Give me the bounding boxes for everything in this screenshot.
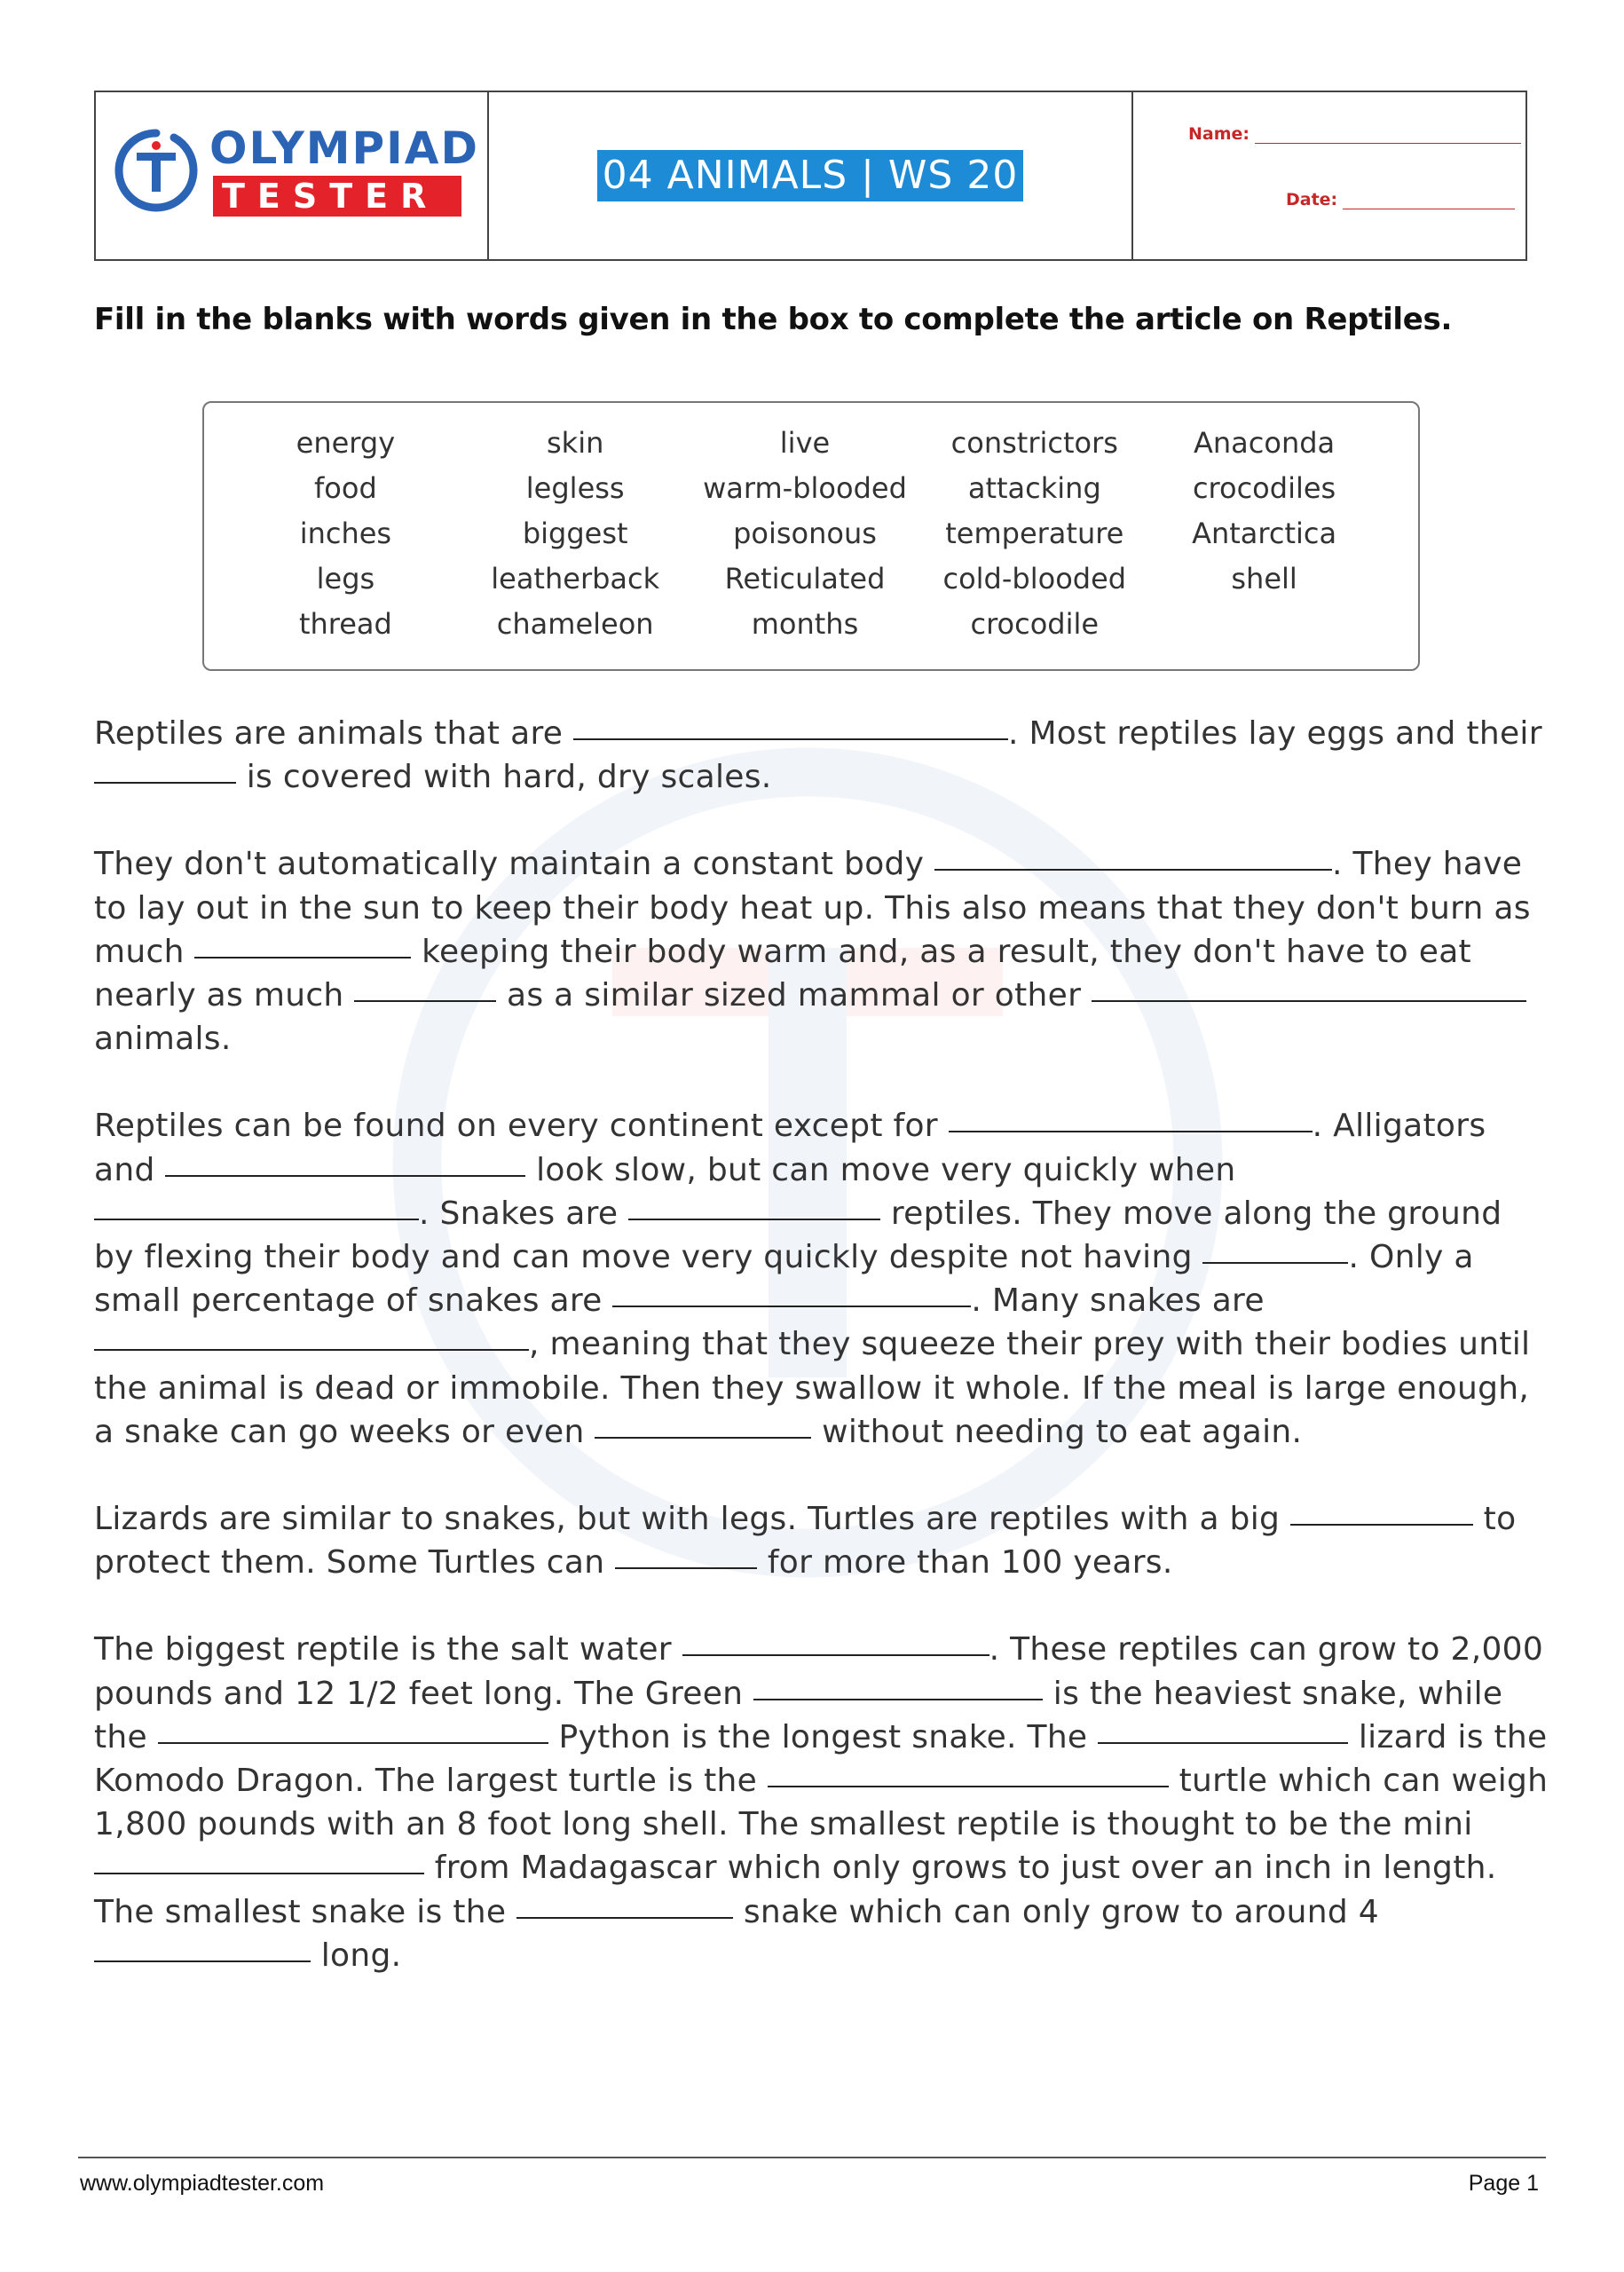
logo-wordmark-bottom: TESTER [213, 176, 461, 217]
passage-text: turtle which can weigh 1,800 pounds with an 8 foot long shell. The smallest reptile is thought to be the mini [94, 1763, 1549, 1843]
passage-text: Python is the longest snake. The [548, 1718, 1099, 1755]
logo-wordmark-top: OLYMPIAD [209, 122, 479, 174]
footer-website: www.olympiadtester.com [80, 2171, 325, 2196]
passage-text: long. [311, 1937, 402, 1974]
word-bank-word: chameleon [496, 607, 654, 641]
paragraph-reptiles-intro [94, 712, 1549, 799]
name-label: Name: [1188, 124, 1250, 144]
answer-blank[interactable] [1290, 1523, 1473, 1526]
word-bank-word: Anaconda [1194, 426, 1336, 460]
word-bank-word [1149, 607, 1379, 652]
paragraph-habitat-snakes [94, 1104, 1549, 1454]
word-bank-word: poisonous [733, 517, 877, 550]
answer-blank[interactable] [1092, 999, 1526, 1002]
name-line [1255, 143, 1521, 144]
passage-text: is covered with hard, dry scales. [236, 759, 772, 796]
answer-blank[interactable] [612, 1305, 971, 1307]
answer-blank[interactable] [165, 1174, 525, 1177]
word-bank-box [202, 401, 1420, 671]
answer-blank[interactable] [753, 1698, 1043, 1700]
answer-blank[interactable] [194, 956, 411, 958]
word-bank-word: legs [316, 562, 375, 596]
answer-blank[interactable] [516, 1916, 733, 1919]
word-bank-word: temperature [945, 517, 1124, 550]
word-bank-word: food [314, 471, 377, 505]
answer-blank[interactable] [1202, 1261, 1348, 1264]
passage-text: to protect them. Some Turtles can [94, 1501, 1517, 1582]
passage-text: Reptiles are animals that are [94, 715, 573, 752]
passage-text: They don't automatically maintain a constant body [94, 846, 935, 883]
paragraph-temperature [94, 842, 1549, 1061]
passage-text: lizard is the Komodo Dragon. The largest turtle is the [94, 1718, 1548, 1800]
answer-blank[interactable] [628, 1218, 880, 1220]
answer-blank[interactable] [94, 781, 236, 784]
word-bank-word: warm-blooded [703, 471, 907, 505]
passage-text: . Snakes are [419, 1195, 629, 1232]
passage-text: . They have to lay out in the sun to keep their body heat up. This also means that they don't burn as much [94, 846, 1531, 970]
paragraph-biggest-smallest [94, 1628, 1549, 1977]
passage-text: as a similar sized mammal or other [496, 977, 1092, 1014]
worksheet-title: 04 ANIMALS | WS 20 [597, 150, 1024, 201]
word-bank-word: energy [296, 426, 396, 460]
answer-blank[interactable] [1098, 1741, 1348, 1744]
passage-text: Reptiles can be found on every continent except for [94, 1108, 949, 1145]
word-bank-word: constrictors [950, 426, 1118, 460]
passage-text: is the heaviest snake, while the [94, 1675, 1503, 1755]
word-bank-word: crocodiles [1192, 471, 1336, 505]
worksheet-header [94, 91, 1527, 261]
word-bank-word: cold-blooded [942, 562, 1127, 596]
passage-text: . Only a small percentage of snakes are [94, 1239, 1474, 1320]
footer-divider [78, 2157, 1546, 2158]
instruction-text: Fill in the blanks with words given in the box to complete the article on Reptiles. [94, 302, 1453, 337]
logo-cell [96, 92, 489, 259]
word-bank-word: leatherback [491, 562, 660, 596]
passage-text: from Madagascar which only grows to just over an inch in length. The smallest snake is the [94, 1850, 1497, 1930]
footer-page-number: Page 1 [1468, 2171, 1539, 2196]
passage-text: without needing to eat again. [811, 1413, 1303, 1450]
answer-blank[interactable] [94, 1348, 529, 1351]
word-bank-word: legless [525, 471, 625, 505]
word-bank-word: skin [547, 426, 604, 460]
answer-blank[interactable] [949, 1130, 1313, 1132]
passage-text: look slow, but can move very quickly when [525, 1151, 1236, 1188]
answer-blank[interactable] [682, 1653, 989, 1656]
answer-blank[interactable] [934, 868, 1332, 871]
passage-text: . Most reptiles lay eggs and their [1007, 715, 1542, 752]
word-bank-word: Reticulated [724, 562, 886, 596]
date-field [1286, 190, 1515, 209]
word-bank-grid [204, 426, 1418, 652]
word-bank-word: crocodile [970, 607, 1100, 641]
passage-text: snake which can only grow to around 4 [733, 1893, 1380, 1930]
answer-blank[interactable] [595, 1436, 811, 1439]
word-bank-word: inches [299, 517, 392, 550]
olympiad-tester-logo-icon [112, 126, 201, 215]
passage-text: The biggest reptile is the salt water [94, 1631, 682, 1668]
passage-text: animals. [94, 1021, 232, 1058]
word-bank-word: attacking [967, 471, 1101, 505]
answer-blank[interactable] [94, 1960, 311, 1962]
word-bank-word: Antarctica [1192, 517, 1337, 550]
passage-text: , meaning that they squeeze their prey with their bodies until the animal is dead or immobile. Then they swallow it whole. If the meal is large enough, a snake can go weeks or even [94, 1326, 1531, 1450]
passage-text: reptiles. They move along the ground by flexing their body and can move very quickly despite not having [94, 1195, 1502, 1276]
answer-blank[interactable] [615, 1566, 757, 1569]
answer-blank[interactable] [158, 1741, 548, 1744]
word-bank-word: biggest [522, 517, 628, 550]
answer-blank[interactable] [573, 738, 1008, 740]
answer-blank[interactable] [354, 999, 496, 1002]
answer-blank[interactable] [768, 1785, 1169, 1787]
answer-blank[interactable] [94, 1872, 424, 1874]
title-cell [489, 92, 1133, 259]
student-fields-cell [1133, 92, 1525, 259]
answer-blank[interactable] [94, 1218, 419, 1220]
article-passage [94, 712, 1549, 1977]
passage-text: . These reptiles can grow to 2,000 pounds and 12 1/2 feet long. The Green [94, 1631, 1544, 1712]
paragraph-lizards-turtles [94, 1497, 1549, 1584]
passage-text: for more than 100 years. [757, 1544, 1173, 1582]
name-field [1188, 124, 1521, 144]
passage-text: Lizards are similar to snakes, but with legs. Turtles are reptiles with a big [94, 1501, 1290, 1538]
passage-text: . Many snakes are [971, 1282, 1265, 1320]
word-bank-word: months [751, 607, 859, 641]
word-bank-word: shell [1231, 562, 1297, 596]
date-label: Date: [1286, 190, 1338, 209]
passage-text: . Alligators and [94, 1108, 1486, 1188]
word-bank-word: thread [298, 607, 392, 641]
passage-text: keeping their body warm and, as a result, they don't have to eat nearly as much [94, 933, 1471, 1014]
word-bank-word: live [779, 426, 831, 460]
